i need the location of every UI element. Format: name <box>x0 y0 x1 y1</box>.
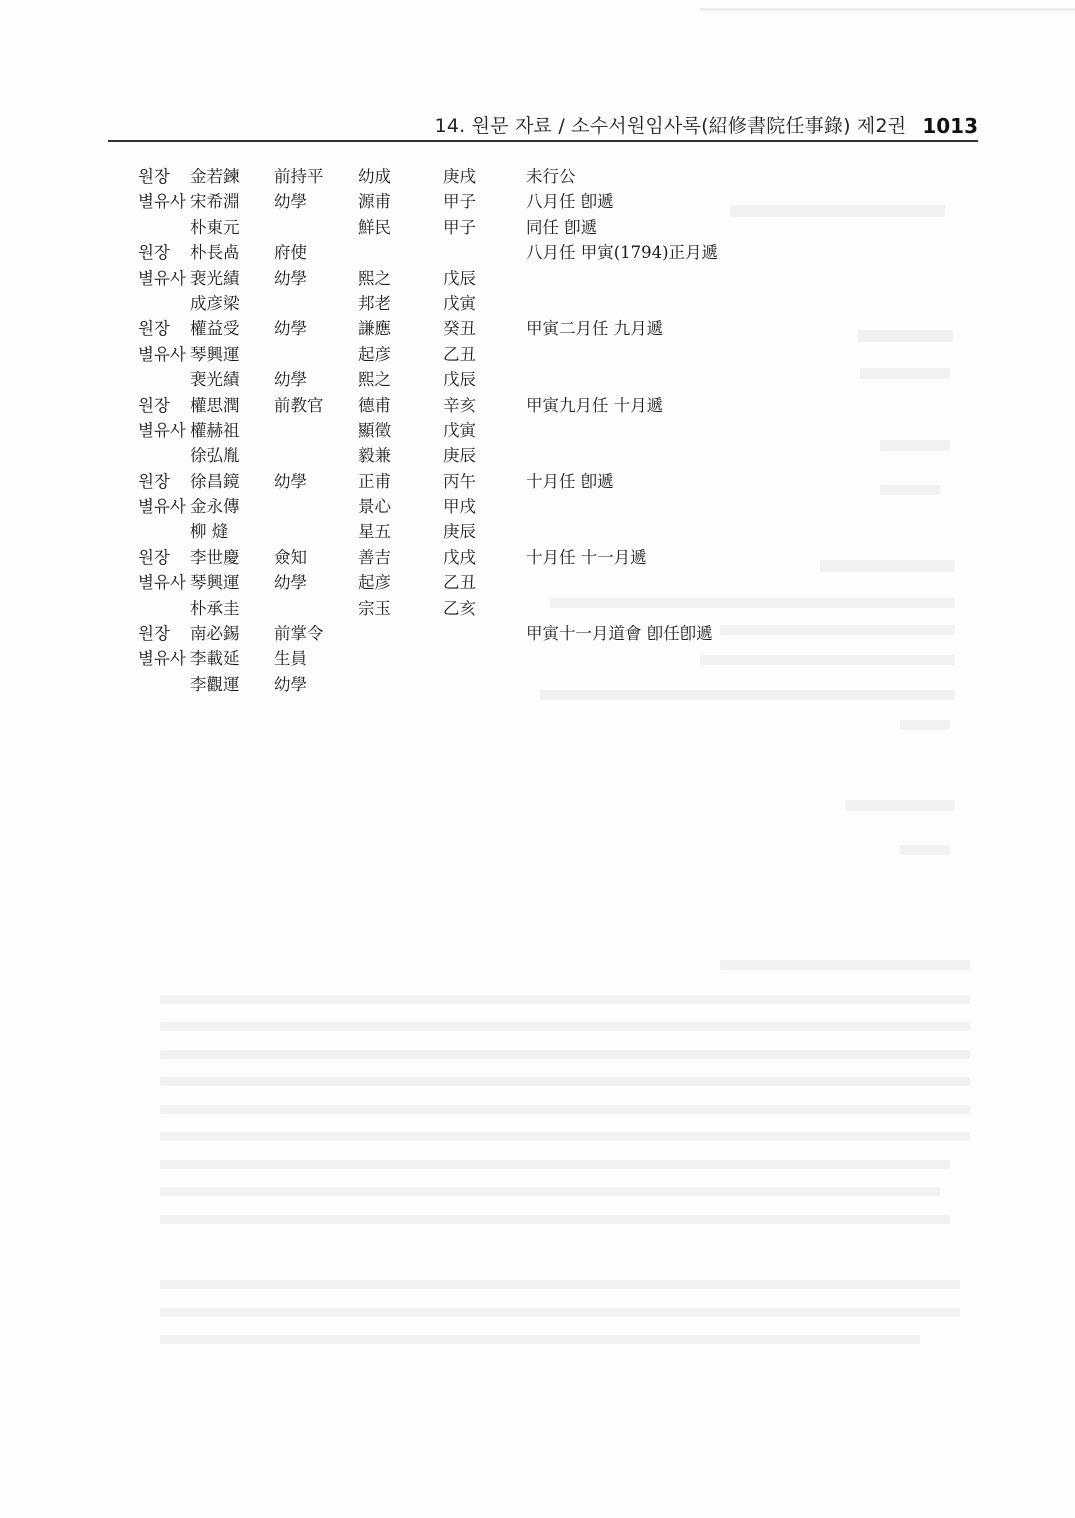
courtesy-name-cell: 鮮民 <box>358 217 391 237</box>
header-rule <box>108 140 978 142</box>
role-cell: 원장 <box>138 624 170 644</box>
title-cell: 前教官 <box>274 395 324 415</box>
bleed-through-mark <box>160 1050 970 1059</box>
birth-year-cell: 戊寅 <box>443 420 476 440</box>
record-row <box>138 367 978 392</box>
note-cell: 甲寅二月任 九月遞 <box>526 319 664 339</box>
role-cell: 별유사 <box>138 268 186 288</box>
bleed-through-mark <box>900 720 950 730</box>
record-row <box>138 545 978 570</box>
note-cell: 甲寅九月任 十月遞 <box>526 395 664 415</box>
birth-year-cell: 辛亥 <box>443 395 476 415</box>
title-cell: 幼學 <box>274 268 307 288</box>
title-cell: 幼學 <box>274 573 307 593</box>
courtesy-name-cell: 起彦 <box>358 573 391 593</box>
birth-year-cell: 戊戌 <box>443 547 476 567</box>
name-cell: 權思潤 <box>190 395 240 415</box>
birth-year-cell: 戊辰 <box>443 268 476 288</box>
name-cell: 李觀運 <box>190 674 240 694</box>
title-cell: 幼學 <box>274 370 307 390</box>
courtesy-name-cell: 星五 <box>358 522 391 542</box>
birth-year-cell: 甲子 <box>443 192 476 212</box>
bleed-through-mark <box>900 845 950 855</box>
name-cell: 金永傳 <box>190 497 240 517</box>
courtesy-name-cell: 起彦 <box>358 344 391 364</box>
birth-year-cell: 癸丑 <box>443 319 476 339</box>
title-cell: 幼學 <box>274 192 307 212</box>
note-cell: 未行公 <box>526 167 576 186</box>
note-cell: 十月任 十一月遞 <box>526 547 647 567</box>
record-row <box>138 570 978 595</box>
record-row <box>138 443 978 468</box>
title-cell: 府使 <box>274 243 307 263</box>
record-row <box>138 291 978 316</box>
name-cell: 朴承圭 <box>190 598 240 618</box>
birth-year-cell: 乙丑 <box>443 344 476 364</box>
record-row <box>138 672 978 697</box>
name-cell: 權益受 <box>190 319 240 339</box>
record-row <box>138 342 978 367</box>
name-cell: 朴東元 <box>190 217 240 237</box>
name-cell: 裵光績 <box>190 268 240 288</box>
bleed-through-mark <box>160 1215 950 1224</box>
bleed-through-mark <box>160 1280 960 1289</box>
bleed-through-mark <box>720 960 970 970</box>
role-cell: 별유사 <box>138 420 186 440</box>
title-cell: 生員 <box>274 649 307 669</box>
name-cell: 南必錫 <box>190 624 240 644</box>
title-cell: 幼學 <box>274 319 307 339</box>
running-header <box>108 112 978 138</box>
courtesy-name-cell: 德甫 <box>358 395 391 415</box>
bleed-through-mark <box>160 995 970 1004</box>
note-cell: 八月任 甲寅(1794)正月遞 <box>526 243 719 263</box>
bleed-through-mark <box>160 1187 940 1196</box>
record-row <box>138 266 978 291</box>
birth-year-cell: 戊寅 <box>443 293 476 313</box>
birth-year-cell: 甲戌 <box>443 497 476 517</box>
role-cell: 원장 <box>138 167 170 186</box>
name-cell: 宋希淵 <box>190 192 240 212</box>
name-cell: 裵光績 <box>190 370 240 390</box>
record-row <box>138 418 978 443</box>
name-cell: 李世慶 <box>190 547 240 567</box>
courtesy-name-cell: 謙應 <box>358 319 391 339</box>
courtesy-name-cell: 毅兼 <box>358 446 391 466</box>
record-row <box>138 215 978 240</box>
record-row <box>138 596 978 621</box>
name-cell: 金若鍊 <box>190 167 240 186</box>
record-row <box>138 621 978 646</box>
role-cell: 별유사 <box>138 649 186 669</box>
role-cell: 별유사 <box>138 344 186 364</box>
role-cell: 별유사 <box>138 573 186 593</box>
role-cell: 별유사 <box>138 192 186 212</box>
birth-year-cell: 庚辰 <box>443 522 476 542</box>
name-cell: 徐昌鏡 <box>190 471 240 491</box>
courtesy-name-cell: 幼成 <box>358 167 391 186</box>
record-row <box>138 393 978 418</box>
name-cell: 琴興運 <box>190 573 240 593</box>
bleed-through-mark <box>160 1335 920 1344</box>
title-cell: 幼學 <box>274 674 307 694</box>
role-cell: 원장 <box>138 395 170 415</box>
courtesy-name-cell: 邦老 <box>358 293 391 313</box>
bleed-through-mark <box>160 1132 970 1141</box>
bleed-through-mark <box>160 1022 970 1031</box>
name-cell: 柳 熢 <box>190 522 229 542</box>
note-cell: 八月任 卽遞 <box>526 192 614 212</box>
record-row <box>138 164 978 189</box>
record-row <box>138 494 978 519</box>
courtesy-name-cell: 宗玉 <box>358 598 391 618</box>
birth-year-cell: 甲子 <box>443 217 476 237</box>
note-cell: 同任 卽遞 <box>526 217 598 237</box>
courtesy-name-cell: 顯徵 <box>358 420 391 440</box>
birth-year-cell: 丙午 <box>443 471 476 491</box>
record-table <box>138 164 978 697</box>
role-cell: 원장 <box>138 547 170 567</box>
name-cell: 徐弘胤 <box>190 446 240 466</box>
page-edge-shadow <box>700 8 1075 11</box>
record-row <box>138 240 978 265</box>
name-cell: 權赫祖 <box>190 420 240 440</box>
title-cell: 僉知 <box>274 547 307 567</box>
page-number: 1013 <box>922 114 978 138</box>
name-cell: 琴興運 <box>190 344 240 364</box>
birth-year-cell: 乙亥 <box>443 598 476 618</box>
record-row <box>138 469 978 494</box>
name-cell: 成彦梁 <box>190 293 240 313</box>
header-title: 14. 원문 자료 / 소수서원임사록(紹修書院任事錄) 제2권 <box>434 115 907 137</box>
courtesy-name-cell: 善吉 <box>358 547 391 567</box>
record-row <box>138 519 978 544</box>
role-cell: 원장 <box>138 243 170 263</box>
title-cell: 幼學 <box>274 471 307 491</box>
role-cell: 별유사 <box>138 497 186 517</box>
title-cell: 前持平 <box>274 167 324 186</box>
courtesy-name-cell: 熙之 <box>358 370 391 390</box>
courtesy-name-cell: 正甫 <box>358 471 391 491</box>
note-cell: 十月任 卽遞 <box>526 471 614 491</box>
title-cell: 前掌令 <box>274 624 324 644</box>
bleed-through-mark <box>845 800 955 811</box>
birth-year-cell: 乙丑 <box>443 573 476 593</box>
record-row <box>138 646 978 671</box>
courtesy-name-cell: 景心 <box>358 497 391 517</box>
courtesy-name-cell: 源甫 <box>358 192 391 212</box>
bleed-through-mark <box>160 1160 950 1169</box>
record-row <box>138 189 978 214</box>
bleed-through-mark <box>160 1077 970 1086</box>
bleed-through-mark <box>160 1105 970 1114</box>
birth-year-cell: 庚辰 <box>443 446 476 466</box>
bleed-through-mark <box>160 1308 960 1317</box>
name-cell: 李載延 <box>190 649 240 669</box>
birth-year-cell: 戊辰 <box>443 370 476 390</box>
record-row <box>138 316 978 341</box>
courtesy-name-cell: 熙之 <box>358 268 391 288</box>
name-cell: 朴長卨 <box>190 243 240 263</box>
note-cell: 甲寅十一月道會 卽任卽遞 <box>526 624 713 644</box>
role-cell: 원장 <box>138 319 170 339</box>
birth-year-cell: 庚戌 <box>443 167 476 186</box>
role-cell: 원장 <box>138 471 170 491</box>
